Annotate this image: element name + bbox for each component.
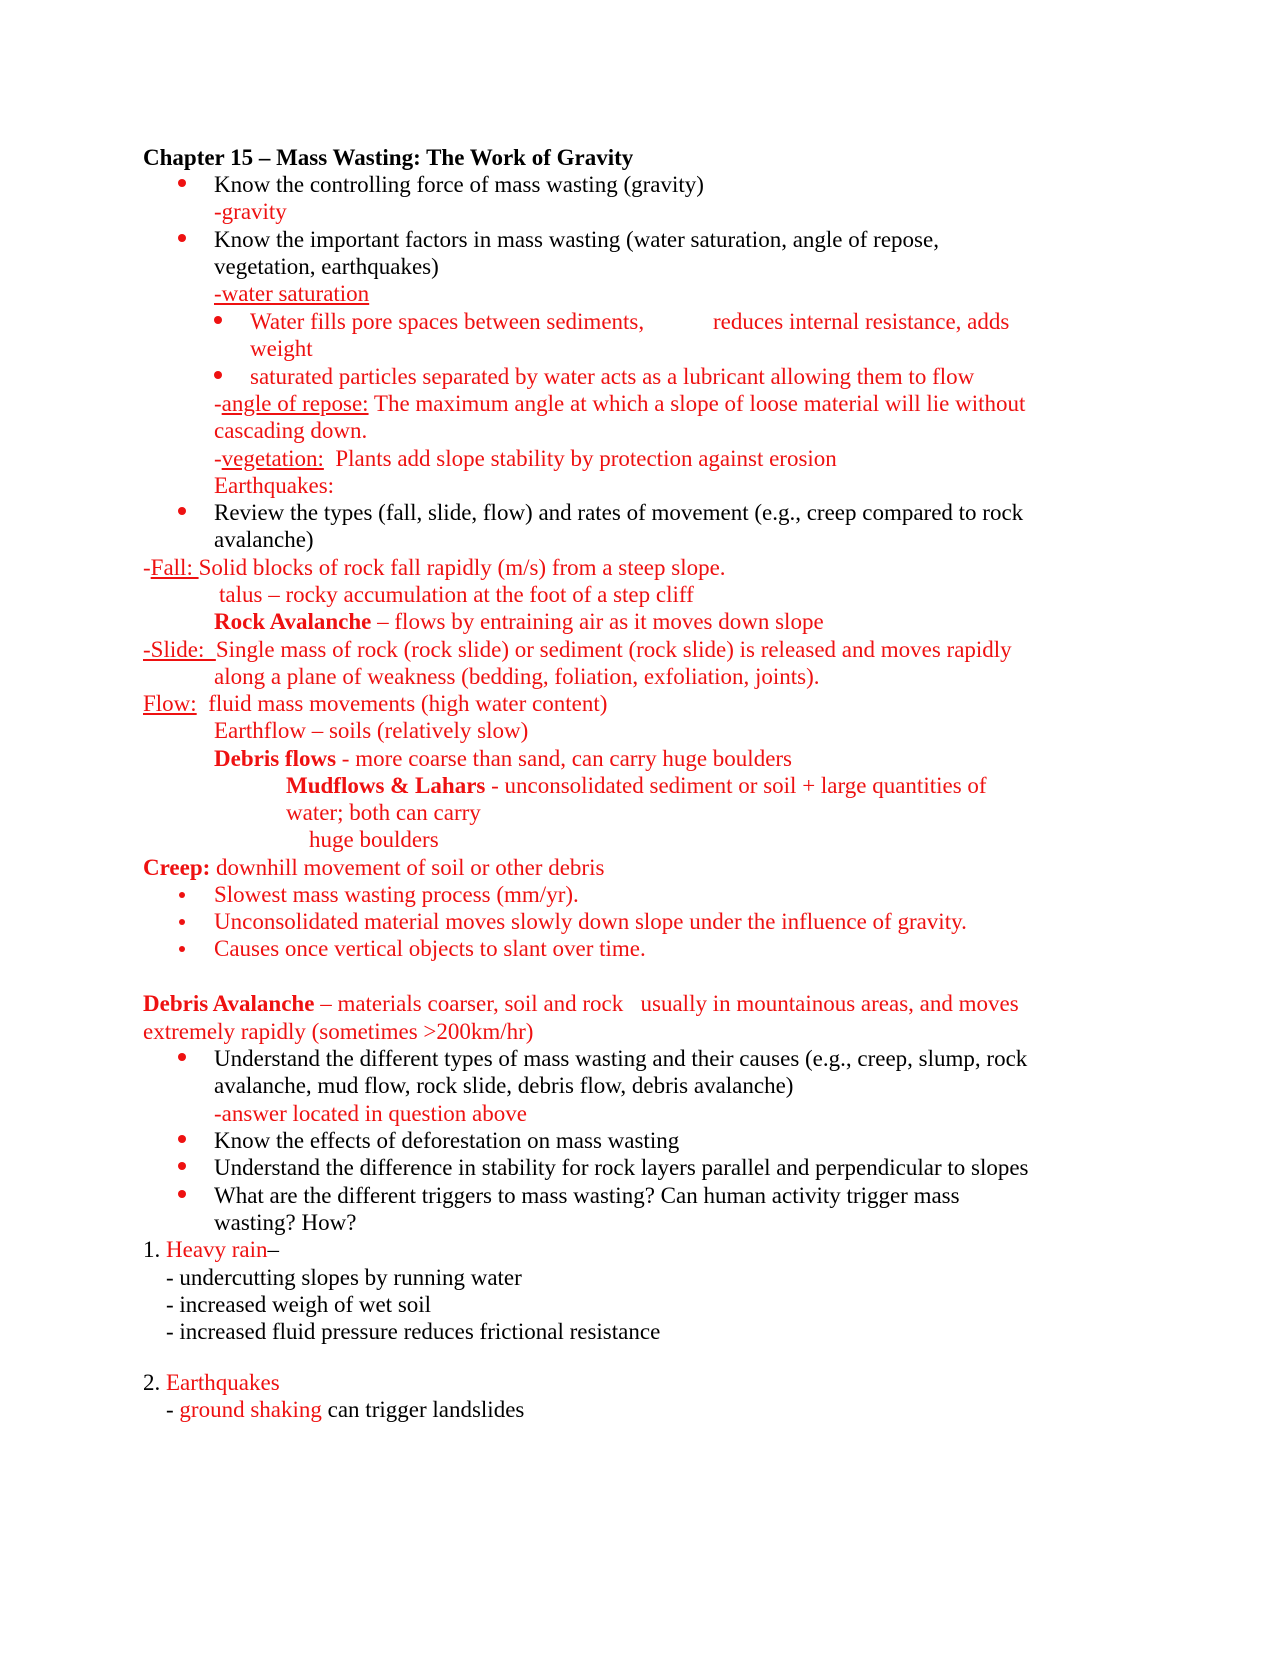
creep-line	[143, 854, 604, 882]
bullet-6-text: Understand the difference in stability for rock layers parallel and perpendicular to slopes	[214, 1155, 1029, 1180]
flow-label: Flow:	[143, 691, 197, 716]
sub-bullet-2-text: saturated particles separated by water acts as a lubricant allowing them to flow	[250, 364, 975, 389]
bullet-4-text-line1: Understand the different types of mass wasting and their causes (e.g., creep, slump, rock	[214, 1046, 1028, 1071]
bullet-5-text: Know the effects of deforestation on mass wasting	[214, 1128, 680, 1153]
bullet-icon	[178, 1190, 186, 1198]
slide-line	[143, 636, 1012, 664]
bullet-icon	[179, 892, 185, 898]
angle-of-repose-line	[214, 390, 1025, 418]
debris-avalanche-label: Debris Avalanche	[143, 991, 315, 1016]
veg-text: Plants add slope stability by protection against erosion	[323, 446, 837, 471]
fall-label: Fall:	[150, 555, 199, 580]
mudflows-text-line3: huge boulders	[309, 827, 439, 852]
debris-flows-line	[214, 745, 792, 773]
trigger-2-item	[166, 1396, 524, 1424]
bullet-icon	[178, 1162, 186, 1170]
fall-dash: -	[143, 555, 151, 580]
aor-text-line2: cascading down.	[214, 418, 368, 443]
aor-label: angle of repose:	[221, 391, 369, 416]
trigger-2-number: 2.	[143, 1370, 166, 1395]
trigger-2-rest: can trigger landslides	[321, 1397, 525, 1422]
trigger-2-dash: -	[166, 1397, 180, 1422]
bullet-7-text-line2: wasting? How?	[214, 1210, 357, 1235]
creep-item: Causes once vertical objects to slant over time.	[214, 936, 646, 961]
trigger-1-number: 1.	[143, 1237, 166, 1262]
trigger-2-heading	[143, 1369, 280, 1397]
mudflows-text: - unconsolidated sediment or soil + large quantities of	[485, 773, 987, 798]
bullet-icon	[179, 919, 185, 925]
earthflow-text: Earthflow – soils (relatively slow)	[214, 718, 529, 743]
bullet-icon	[214, 316, 222, 324]
water-saturation-label: -water saturation	[214, 281, 370, 306]
debris-avalanche-line	[143, 990, 1019, 1018]
debris-flows-label: Debris flows	[214, 746, 337, 771]
bullet-1-answer: -gravity	[214, 199, 287, 224]
trigger-1-item: - increased weigh of wet soil	[166, 1292, 432, 1317]
slide-label: -Slide:	[143, 637, 216, 662]
slide-text: Single mass of rock (rock slide) or sediment (rock slide) is released and moves rapidly	[215, 637, 1012, 662]
rock-avalanche-label: Rock Avalanche	[214, 609, 372, 634]
trigger-1-item: - undercutting slopes by running water	[166, 1265, 522, 1290]
creep-label: Creep:	[143, 855, 211, 880]
vegetation-line	[214, 445, 837, 473]
chapter-title: Chapter 15 – Mass Wasting: The Work of Gravity	[143, 145, 634, 170]
trigger-2-label: Earthquakes	[166, 1370, 280, 1395]
mudflows-text-line2: water; both can carry	[286, 800, 481, 825]
bullet-icon	[178, 507, 186, 515]
bullet-icon	[178, 1135, 186, 1143]
bullet-2-text-line1: Know the important factors in mass wasting (water saturation, angle of repose,	[214, 227, 939, 252]
debris-avalanche-text-line2: extremely rapidly (sometimes >200km/hr)	[143, 1019, 534, 1044]
bullet-3-text-line2: avalanche)	[214, 527, 314, 552]
veg-dash: -	[214, 446, 222, 471]
trigger-1-label: Heavy rain	[166, 1237, 268, 1262]
trigger-2-red-text: ground shaking	[179, 1397, 322, 1422]
bullet-7-text-line1: What are the different triggers to mass wasting? Can human activity trigger mass	[214, 1183, 960, 1208]
sub-bullet-1-text-b: reduces internal resistance, adds	[713, 309, 1010, 334]
bullet-3-text-line1: Review the types (fall, slide, flow) and rates of movement (e.g., creep compared to rock	[214, 500, 1024, 525]
earthquakes-label: Earthquakes:	[214, 473, 335, 498]
bullet-1-text: Know the controlling force of mass wasting (gravity)	[214, 172, 704, 197]
bullet-4-text-line2: avalanche, mud flow, rock slide, debris flow, debris avalanche)	[214, 1073, 794, 1098]
veg-label: vegetation:	[221, 446, 324, 471]
creep-text: downhill movement of soil or other debris	[210, 855, 605, 880]
debris-avalanche-text: – materials coarser, soil and rock usually in mountainous areas, and moves	[314, 991, 1019, 1016]
rock-avalanche-text: – flows by entraining air as it moves down slope	[371, 609, 824, 634]
debris-flows-text: - more coarse than sand, can carry huge boulders	[336, 746, 793, 771]
aor-dash: -	[214, 391, 222, 416]
bullet-2-text-line2: vegetation, earthquakes)	[214, 254, 439, 279]
trigger-1-heading	[143, 1236, 279, 1264]
creep-item: Slowest mass wasting process (mm/yr).	[214, 882, 579, 907]
rock-avalanche-line	[214, 608, 824, 636]
talus-text: talus – rocky accumulation at the foot of a step cliff	[219, 582, 694, 607]
trigger-1-dash: –	[267, 1237, 280, 1262]
flow-line	[143, 690, 607, 718]
sub-bullet-1-text-c: weight	[250, 336, 313, 361]
bullet-4-answer: -answer located in question above	[214, 1101, 527, 1126]
trigger-1-item: - increased fluid pressure reduces frictional resistance	[166, 1319, 661, 1344]
fall-line	[143, 554, 726, 582]
bullet-icon	[214, 371, 222, 379]
mudflows-label: Mudflows & Lahars	[286, 773, 486, 798]
bullet-icon	[178, 179, 186, 187]
mudflows-line	[286, 772, 987, 800]
aor-text: The maximum angle at which a slope of loose material will lie without	[368, 391, 1026, 416]
bullet-icon	[179, 946, 185, 952]
bullet-icon	[178, 234, 186, 242]
sub-bullet-1-text-a: Water fills pore spaces between sediments,	[250, 309, 645, 334]
creep-item: Unconsolidated material moves slowly down slope under the influence of gravity.	[214, 909, 967, 934]
bullet-icon	[178, 1053, 186, 1061]
slide-text-line2: along a plane of weakness (bedding, foliation, exfoliation, joints).	[214, 664, 820, 689]
flow-text: fluid mass movements (high water content)	[196, 691, 608, 716]
fall-text: Solid blocks of rock fall rapidly (m/s) from a steep slope.	[198, 555, 726, 580]
